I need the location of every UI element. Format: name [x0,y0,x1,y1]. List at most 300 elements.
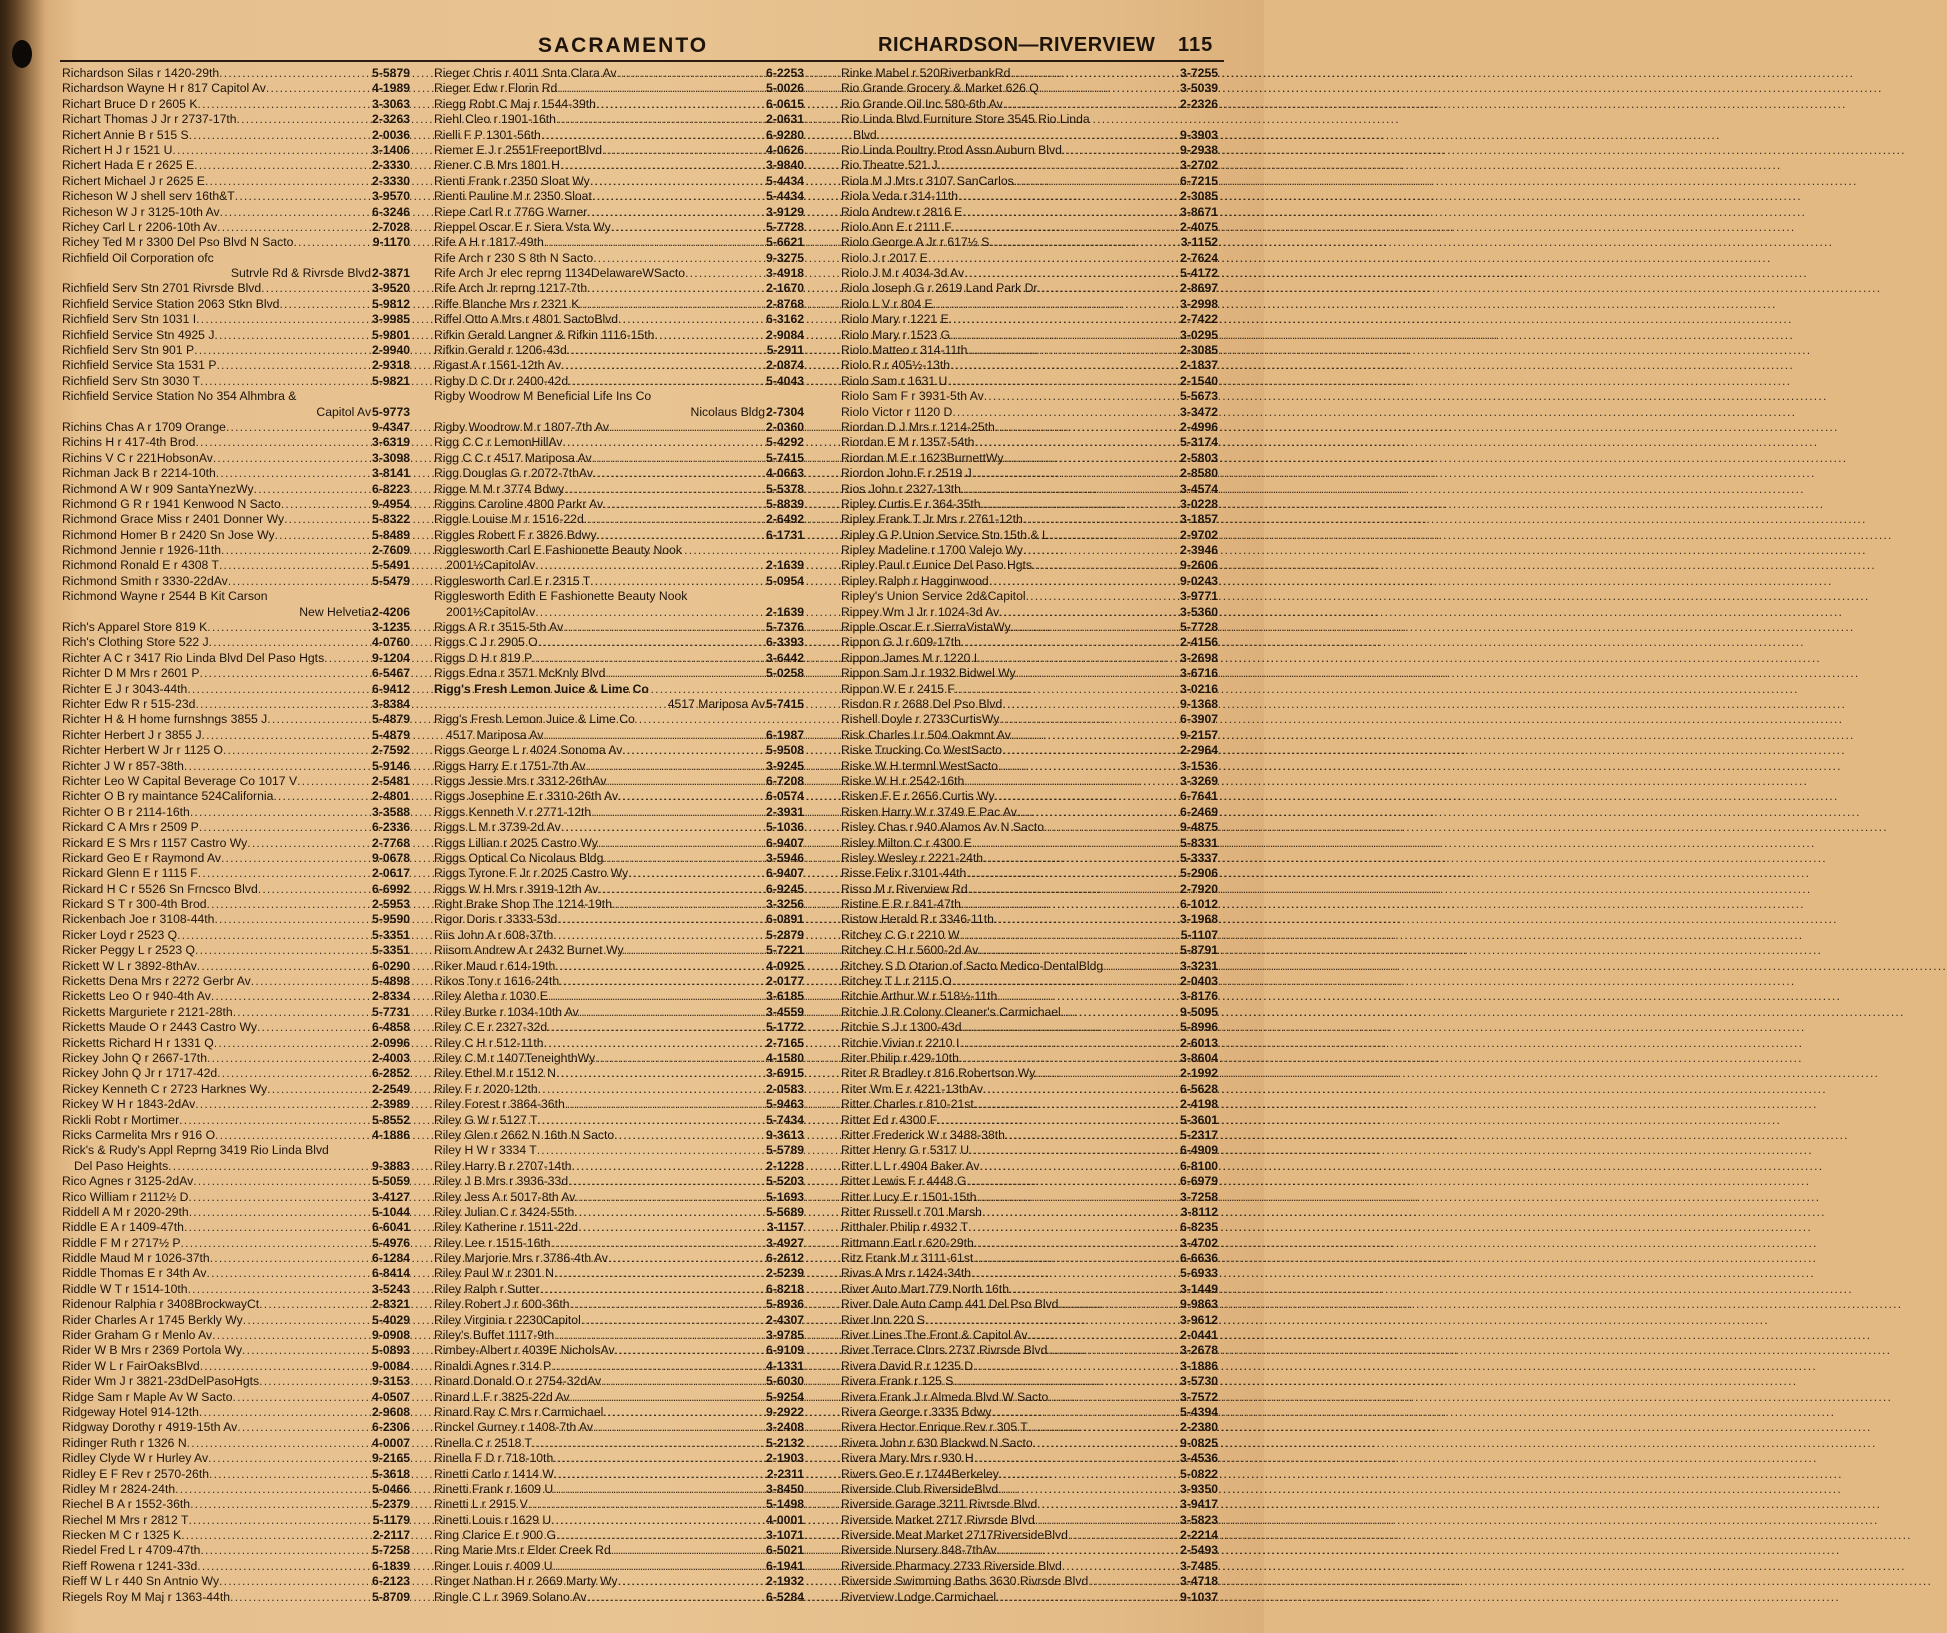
dot-leader [1010,66,1179,81]
phone-number: 3-9245 [766,758,804,773]
dot-leader [983,1082,1179,1097]
listing-entry [434,1513,804,1528]
listing-name: Risley Wesley r 2221-24th [841,850,984,865]
dot-leader [958,189,1179,204]
dot-leader [1033,1436,1179,1451]
dot-leader [616,66,765,81]
phone-number: 2-5493 [1180,1543,1218,1558]
listing-name: Riker Maud r 614-19th [434,958,556,973]
phone-number: 5-4172 [1180,266,1218,281]
phone-number: 3-3098 [372,450,410,465]
dot-leader [232,1390,371,1405]
listing-name: Richert Annie B r 515 S [62,127,189,142]
listing-entry [434,312,804,327]
listing-entry [62,389,410,404]
phone-number: 9-3613 [766,1127,804,1142]
listing-name: Riverside Pharmacy 2733 Riverside Blvd [841,1558,1062,1573]
listing-name: Richins V C r 221HobsonAv [62,450,213,465]
dot-leader [605,666,765,681]
listing-entry [841,466,1218,481]
listing-name: Riolo Sam F r 3931-5th Av [841,389,984,404]
listing-name: Riisom Andrew A r 2432 Burnet Wy [434,943,624,958]
listing-entry [841,205,1218,220]
dot-leader [572,1159,766,1174]
phone-number: 5-5491 [372,558,410,573]
phone-number: 3-9785 [766,1328,804,1343]
dot-leader [591,805,765,820]
phone-number: 2-6013 [1180,1035,1218,1050]
dot-leader [195,943,371,958]
phone-number: 9-3903 [1180,127,1218,142]
phone-number: 2-7624 [1180,250,1218,265]
dot-leader [555,959,765,974]
phone-number: 3-0295 [1180,327,1218,342]
listing-entry [434,235,804,250]
dot-leader [216,358,371,373]
listing-name: Riffe Blanche Mrs r 2321 K [434,296,580,311]
dot-leader [242,1343,371,1358]
phone-number: 5-1107 [1180,927,1218,942]
dot-leader [1011,620,1179,635]
phone-number: 6-8218 [766,1281,804,1296]
phone-number: 5-0954 [766,573,804,588]
dot-leader [273,789,371,804]
dot-leader [590,574,765,589]
listing-entry [62,1143,410,1158]
dot-leader [207,1051,371,1066]
dot-leader [982,1205,1180,1220]
listing-name: Rickey John Q Jr r 1717-42d [62,1066,218,1081]
phone-number: 2-5953 [372,897,410,912]
phone-number: 6-5628 [1180,1081,1218,1096]
phone-number: 5-1693 [766,1189,804,1204]
listing-entry [62,1005,410,1020]
listing-name: Richardson Silas r 1420-29th [62,65,220,80]
listing-entry [62,1328,410,1343]
listing-entry [434,1005,804,1020]
listing-entry [62,712,410,727]
listing-entry [62,928,410,943]
listing-name: Nicolaus Bldg [690,404,766,419]
phone-number: 3-3472 [1180,404,1218,419]
listing-entry [841,435,1218,450]
listing-entry [841,128,1218,143]
phone-number: 6-2469 [1180,804,1218,819]
listing-name: Rieger Chris r 4011 Snta Clara Av [434,65,617,80]
listing-name: Rinella F D r 718-10th [434,1451,554,1466]
listing-name: Riley Aletha r 1030 E [434,989,548,1004]
phone-number: 3-1157 [766,1220,804,1235]
phone-number: 2-9702 [1180,527,1218,542]
listing-entry [434,420,804,435]
phone-number: 5-8791 [1180,943,1218,958]
listing-entry [841,1266,1218,1281]
listing-entry [434,1051,804,1066]
phone-number: 2-2326 [1180,96,1218,111]
listing-name: Riggs George L r 4024 Sonoma Av [434,743,623,758]
phone-number: 5-0466 [372,1481,410,1496]
dot-leader [959,1051,1179,1066]
phone-number: 9-1170 [372,235,410,250]
listing-entry [62,1082,410,1097]
listing-name: Ridinger Ruth r 1326 N [62,1435,187,1450]
listing-entry [841,697,1218,712]
dot-leader [983,851,1179,866]
listing-entry [841,143,1218,158]
listing-name: Ridge Sam r Maple Av W Sacto [62,1389,233,1404]
listing-entry [62,1513,410,1528]
listing-entry [62,420,410,435]
phone-number: 5-7221 [766,943,804,958]
phone-number: 3-4927 [766,1235,804,1250]
phone-number: 3-1857 [1180,512,1218,527]
phone-number: 3-4559 [766,1004,804,1019]
dot-leader [999,1467,1179,1482]
listing-column-1 [62,66,410,1605]
dot-leader [1023,512,1179,527]
listing-entry [62,866,410,881]
listing-name: Ritter Lewis F r 4448 G [841,1174,967,1189]
phone-number: 2-9318 [372,358,410,373]
listing-name: Rishell Doyle r 2733CurtisWy [841,712,1000,727]
listing-name: Riter R Bradley r 816 Robertson Wy [841,1066,1036,1081]
listing-name: Richfield Service Station 2063 Stkn Blvd [62,296,280,311]
listing-name: Rivas A Mrs r 1424-34th [841,1266,972,1281]
listing-name: Rieff Rowena r 1241-33d [62,1558,198,1573]
listing-entry [434,928,804,943]
listing-entry [841,1066,1218,1081]
dot-leader [233,1005,371,1020]
dot-leader [237,1420,371,1435]
listing-name: Rieppel Oscar E r Siera Vsta Wy [434,219,611,234]
listing-name: Richey Ted M r 3300 Del Pso Blvd N Sacto [62,235,294,250]
phone-number: 2-0036 [372,127,410,142]
dot-leader [281,497,371,512]
dot-leader [207,897,372,912]
dot-leader [1017,805,1179,820]
dot-leader [961,482,1179,497]
phone-number: 2-1639 [766,604,804,619]
dot-leader [877,128,1179,143]
listing-name: Ridgeway Hotel 914-12th [62,1404,199,1419]
listing-entry [62,1313,410,1328]
listing-entry [841,682,1218,697]
phone-number: 9-2165 [372,1451,410,1466]
phone-number: 2-3085 [1180,343,1218,358]
phone-number: 3-5946 [766,850,804,865]
listing-name: Riggles Robert F r 3826 Bdwy [434,527,597,542]
dot-leader [207,620,371,635]
phone-number: 2-1228 [766,1158,804,1173]
listing-entry [434,358,804,373]
dot-leader [962,1020,1179,1035]
listing-name: Riggs A R r 3515-5th Av [434,620,564,635]
listing-entry [434,1220,804,1235]
dot-leader [998,759,1179,774]
phone-number: 5-5479 [372,573,410,588]
dot-leader [994,912,1179,927]
phone-number: 2-3871 [372,266,410,281]
listing-entry [841,312,1218,327]
listing-entry [434,897,804,912]
listing-entry [62,1420,410,1435]
listing-entry [434,543,804,558]
dot-leader [984,389,1179,404]
phone-number: 2-1903 [766,1451,804,1466]
listing-entry [841,1528,1218,1543]
phone-number: 3-6442 [766,650,804,665]
listing-entry [62,1436,410,1451]
listing-entry [841,1590,1218,1605]
listing-name: Rigby Woodrow M r 1807-7th Av [434,419,609,434]
phone-number: 2-2380 [1180,1420,1218,1435]
listing-entry [434,1128,804,1143]
phone-number: 2-8321 [372,1297,410,1312]
listing-name: Riverside Market 2717 Rivrsde Blvd [841,1512,1035,1527]
phone-number: 4-1886 [372,1127,410,1142]
dot-leader [961,897,1179,912]
phone-number: 2-3263 [372,112,410,127]
listing-entry [841,1036,1218,1051]
dot-leader [614,1128,765,1143]
dot-leader [195,697,371,712]
dot-leader [267,712,371,727]
listing-name: Rivera John r 630 Blackwd N Sacto [841,1435,1033,1450]
listing-entry [434,743,804,758]
listing-entry [62,1159,410,1174]
listing-name: Riemer E J r 2551FreeportBlvd [434,142,602,157]
phone-number: 2-4156 [1180,635,1218,650]
listing-entry [434,435,804,450]
dot-leader [293,235,371,250]
phone-number: 5-8489 [372,527,410,542]
dot-leader [996,1590,1179,1605]
listing-entry [841,1451,1218,1466]
listing-entry [62,574,410,589]
dot-leader [592,451,765,466]
dot-leader [1058,1297,1179,1312]
listing-entry [841,635,1218,650]
listing-entry [62,1266,410,1281]
phone-number: 5-4292 [766,435,804,450]
phone-number: 9-0908 [372,1328,410,1343]
listing-name: River Auto Mart 779 North 16th [841,1281,1009,1296]
listing-entry [434,1544,804,1559]
dot-leader [210,1251,371,1266]
listing-name: Rigg C C r 4517 Mariposa Av [434,450,592,465]
listing-entry [62,1574,410,1589]
phone-number: 2-5239 [766,1266,804,1281]
phone-number: 2-0874 [766,358,804,373]
dot-leader [966,1174,1179,1189]
phone-number: 5-5378 [766,481,804,496]
phone-number: 3-2408 [766,1420,804,1435]
listing-entry [434,374,804,389]
listing-name: Rickey John Q r 2667-17th [62,1050,207,1065]
phone-number: 3-5730 [1180,1374,1218,1389]
listing-entry [62,528,410,543]
listing-column-2 [434,66,804,1605]
phone-number: 3-5823 [1180,1512,1218,1527]
listing-entry [841,1097,1218,1112]
listing-name: Ringer Louis r 4009 U [434,1558,553,1573]
phone-number: 6-9412 [372,681,410,696]
phone-number: 2-1540 [1180,373,1218,388]
phone-number: 6-2612 [766,1251,804,1266]
dot-leader [209,635,371,650]
listing-entry [62,851,410,866]
listing-name: Rich's Apparel Store 819 K [62,620,208,635]
listing-name: Riley F r 2020-12th [434,1081,538,1096]
phone-number: 5-6621 [766,235,804,250]
listing-entry [62,497,410,512]
listing-entry [434,1266,804,1281]
listing-entry [841,589,1218,604]
dot-leader [972,466,1179,481]
listing-entry [434,328,804,343]
phone-number: 5-8709 [372,1589,410,1604]
listing-entry [434,1313,804,1328]
listing-name: Riggs Kenneth V r 2771-12th [434,804,592,819]
phone-number: 6-8223 [372,481,410,496]
listing-name: Rivers Geo E r 1744Berkeley [841,1466,999,1481]
phone-number: 9-0825 [1180,1435,1218,1450]
listing-entry [62,1297,410,1312]
dot-leader [1016,666,1179,681]
dot-leader [251,974,371,989]
dot-leader [959,1036,1179,1051]
listing-entry [62,328,410,343]
dot-leader [197,959,371,974]
phone-number: 9-0678 [372,850,410,865]
dot-leader [184,759,371,774]
listing-name: Rio Theatre 521 J [841,158,938,173]
listing-name: Ritchey C G r 2210 W [841,927,960,942]
listing-entry [841,1113,1218,1128]
phone-number: 2-9084 [766,327,804,342]
listing-name: Riolo J r 2017 E [841,250,928,265]
listing-entry [62,1544,410,1559]
dot-leader [565,1097,765,1112]
dot-leader [593,1420,765,1435]
listing-entry [434,1297,804,1312]
listing-name: 4517 Mariposa Av [446,727,544,742]
phone-number: 2-7028 [372,219,410,234]
listing-entry [841,1343,1218,1358]
phone-number: 4-0001 [766,1512,804,1527]
listing-name: Rider W B Mrs r 2369 Portola Wy [62,1343,243,1358]
listing-name: Rittmann Earl r 620-29th [841,1235,974,1250]
phone-number: 5-4976 [372,1235,410,1250]
listing-name: Riggle Louise M r 1516-22d [434,512,584,527]
listing-name: Ridley M r 2824-24th [62,1481,176,1496]
dot-leader [551,1513,765,1528]
listing-name: Rickett W L r 3892-8thAv [62,958,197,973]
dot-leader [188,1282,371,1297]
listing-entry [62,143,410,158]
listing-name: Riley C M r 1407TeneighthWy [434,1050,596,1065]
dot-leader [968,882,1179,897]
phone-number: 9-1037 [1180,1589,1218,1604]
dot-leader [217,220,371,235]
listing-entry [62,235,410,250]
listing-name: Richfield Service Stn 4925 J [62,327,215,342]
listing-name: Rigby Woodrow M Beneficial Life Ins Co [434,389,652,404]
listing-name: Rick's & Rudy's Appl Reprng 3419 Rio Linda Blvd [62,1143,329,1158]
dot-leader [1044,820,1179,835]
listing-entry [62,1066,410,1081]
dot-leader [551,1236,766,1251]
phone-number: 5-7434 [766,1112,804,1127]
phone-number: 3-6716 [1180,666,1218,681]
dot-leader [220,205,371,220]
dot-leader [195,1097,371,1112]
listing-name: Rio Grande Oil Inc 580-6th Av [841,96,1003,111]
phone-number: 5-0026 [766,81,804,96]
listing-name: Ripley Frank T Jr Mrs r 2761-12th [841,512,1023,527]
listing-entry [841,789,1218,804]
phone-number: 5-8552 [372,1112,410,1127]
listing-entry [434,97,804,112]
listing-name: Rich's Clothing Store 522 J [62,635,209,650]
phone-number: 5-3351 [372,943,410,958]
dot-leader [570,1390,766,1405]
dot-leader [1026,589,1179,604]
dot-leader [1002,743,1179,758]
dot-leader [556,1066,765,1081]
dot-leader [603,1405,765,1420]
phone-number: 9-2606 [1180,558,1218,573]
dot-leader [991,1405,1179,1420]
listing-entry [62,466,410,481]
listing-name: Rigor Doris r 3333-53d [434,912,558,927]
listing-entry [62,897,410,912]
dot-leader [989,574,1179,589]
listing-entry [62,1113,410,1128]
listing-name: Ricketts Maude O r 2443 Castro Wy [62,1020,257,1035]
phone-number: 9-4875 [1180,820,1218,835]
listing-entry [434,1374,804,1389]
dot-leader [595,1051,765,1066]
phone-number: 5-1044 [372,1204,410,1219]
listing-entry [841,989,1218,1004]
listing-entry [62,774,410,789]
listing-entry [841,66,1218,81]
dot-leader [962,205,1179,220]
phone-number: 2-3085 [1180,189,1218,204]
dot-leader [947,374,1179,389]
dot-leader [938,158,1179,173]
phone-number: 9-1368 [1180,697,1218,711]
listing-entry [841,358,1218,373]
listing-name: Ritter L L r 4904 Baker Av [841,1158,980,1173]
listing-name: Rife Arch r 230 S 8th N Sacto [434,250,594,265]
dot-leader [1028,1420,1179,1435]
listing-name: Riolo George A Jr r 617½ S [841,235,990,250]
phone-number: 2-2549 [372,1081,410,1096]
listing-entry [841,482,1218,497]
listing-entry [62,1128,410,1143]
listing-entry [434,620,804,635]
listing-name: Riley Burke r 1034-10th Av [434,1004,579,1019]
listing-name: Riske W H r 2542-16th [841,773,965,788]
listing-name: Ritter Frederick W r 3488-38th [841,1127,1005,1142]
listing-name: Rickli Robt r Mortimer [62,1112,180,1127]
dot-leader [928,251,1179,266]
dot-leader [997,1543,1179,1558]
listing-name: Ridenour Ralphia r 3408BrockwayCt [62,1297,260,1312]
listing-name: Riddell A M r 2020-29th [62,1204,189,1219]
